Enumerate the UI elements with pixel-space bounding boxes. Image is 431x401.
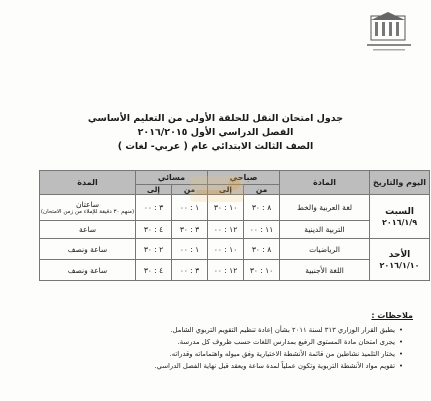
- subject-cell: التربية الدينية: [280, 221, 370, 239]
- note-item: • يختار التلميذ نشاطين من قائمة الأنشطة الاختيارية وفق ميوله واهتماماته وقدراته.: [23, 348, 403, 360]
- exam-schedule-title: جدول امتحان النقل للحلقة الأولى من التعليم الأساسي: [87, 113, 344, 124]
- duration-cell: ساعة ونصف: [40, 239, 136, 260]
- header-evening-from: من: [172, 185, 208, 195]
- day-date: ٢٠١٦/١/٩: [381, 217, 418, 227]
- day-name: السبت: [385, 206, 414, 217]
- morning-to-cell: ١٠ : ٠٠: [208, 239, 244, 260]
- evening-to-cell: ٢ : ٣٠: [136, 239, 172, 260]
- day-name: الأحد: [388, 249, 411, 260]
- table-row: [40, 239, 430, 260]
- semester-title: الفصل الدراسي الأول ٢٠١٦/٢٠١٥: [137, 127, 294, 138]
- subject-cell: اللغة الأجنبية: [280, 260, 370, 281]
- header-morning-from: من: [244, 185, 280, 195]
- duration-text: ساعتان: [75, 199, 100, 209]
- header-morning-to: إلى: [208, 185, 244, 195]
- note-item: • يجرى امتحان مادة المستوى الرفيع بمدارس اللغات حسب ظروف كل مدرسة.: [23, 336, 403, 348]
- evening-from-cell: ٣ : ٠٠: [172, 260, 208, 281]
- header-evening: مسائي: [136, 171, 208, 185]
- ministry-logo: [357, 10, 417, 56]
- header-morning: صباحي: [208, 171, 280, 185]
- header-day-date: اليوم والتاريخ: [370, 171, 430, 195]
- duration-note: (منهم ٣٠ دقيقة للإملاء من زمن الامتحان): [40, 208, 135, 215]
- morning-from-cell: ١١ : ٠٠: [244, 221, 280, 239]
- day-date: ٢٠١٦/١/١٠: [379, 260, 420, 270]
- morning-to-cell: ١٢ : ٠٠: [208, 260, 244, 281]
- duration-cell: [40, 195, 136, 221]
- duration-cell: ساعة: [40, 221, 136, 239]
- morning-to-cell: ١٢ : ٠٠: [208, 221, 244, 239]
- subject-cell: لغة العربية والخط: [280, 195, 370, 221]
- notes-section: [23, 310, 413, 372]
- note-item: • تقويم مواد الأنشطة التربوية وتكون عملياً لمدة ساعة ويعقد قبل نهاية الفصل الدراسي.: [23, 360, 403, 372]
- watermark-logo: [186, 172, 248, 206]
- evening-from-cell: ٣ : ٣٠: [172, 221, 208, 239]
- header-subject: المادة: [280, 171, 370, 195]
- notes-list: [23, 324, 413, 372]
- morning-to-cell: ١٠ : ٣٠: [208, 195, 244, 221]
- evening-to-cell: ٤ : ٣٠: [136, 260, 172, 281]
- morning-from-cell: ٨ : ٣٠: [244, 239, 280, 260]
- evening-from-cell: ١ : ٠٠: [172, 195, 208, 221]
- header-duration: المدة: [40, 171, 136, 195]
- notes-heading: ملاحظات :: [371, 311, 413, 320]
- evening-to-cell: ٤ : ٣٠: [136, 221, 172, 239]
- duration-cell: ساعة ونصف: [40, 260, 136, 281]
- day-cell: [370, 195, 430, 239]
- note-item: • يطبق القرار الوزاري ٣١٣ لسنة ٢٠١١ بشأن إعادة تنظيم التقويم التربوي الشامل.: [23, 324, 403, 336]
- morning-from-cell: ١٠ : ٣٠: [244, 260, 280, 281]
- evening-to-cell: ٣ : ٠٠: [136, 195, 172, 221]
- evening-from-cell: ١ : ٠٠: [172, 239, 208, 260]
- subject-cell: الرياضيات: [280, 239, 370, 260]
- header-evening-to: إلى: [136, 185, 172, 195]
- morning-from-cell: ٨ : ٣٠: [244, 195, 280, 221]
- day-cell: [370, 239, 430, 281]
- grade-title: الصف الثالث الابتدائي عام ( عربي- لغات ): [117, 141, 314, 152]
